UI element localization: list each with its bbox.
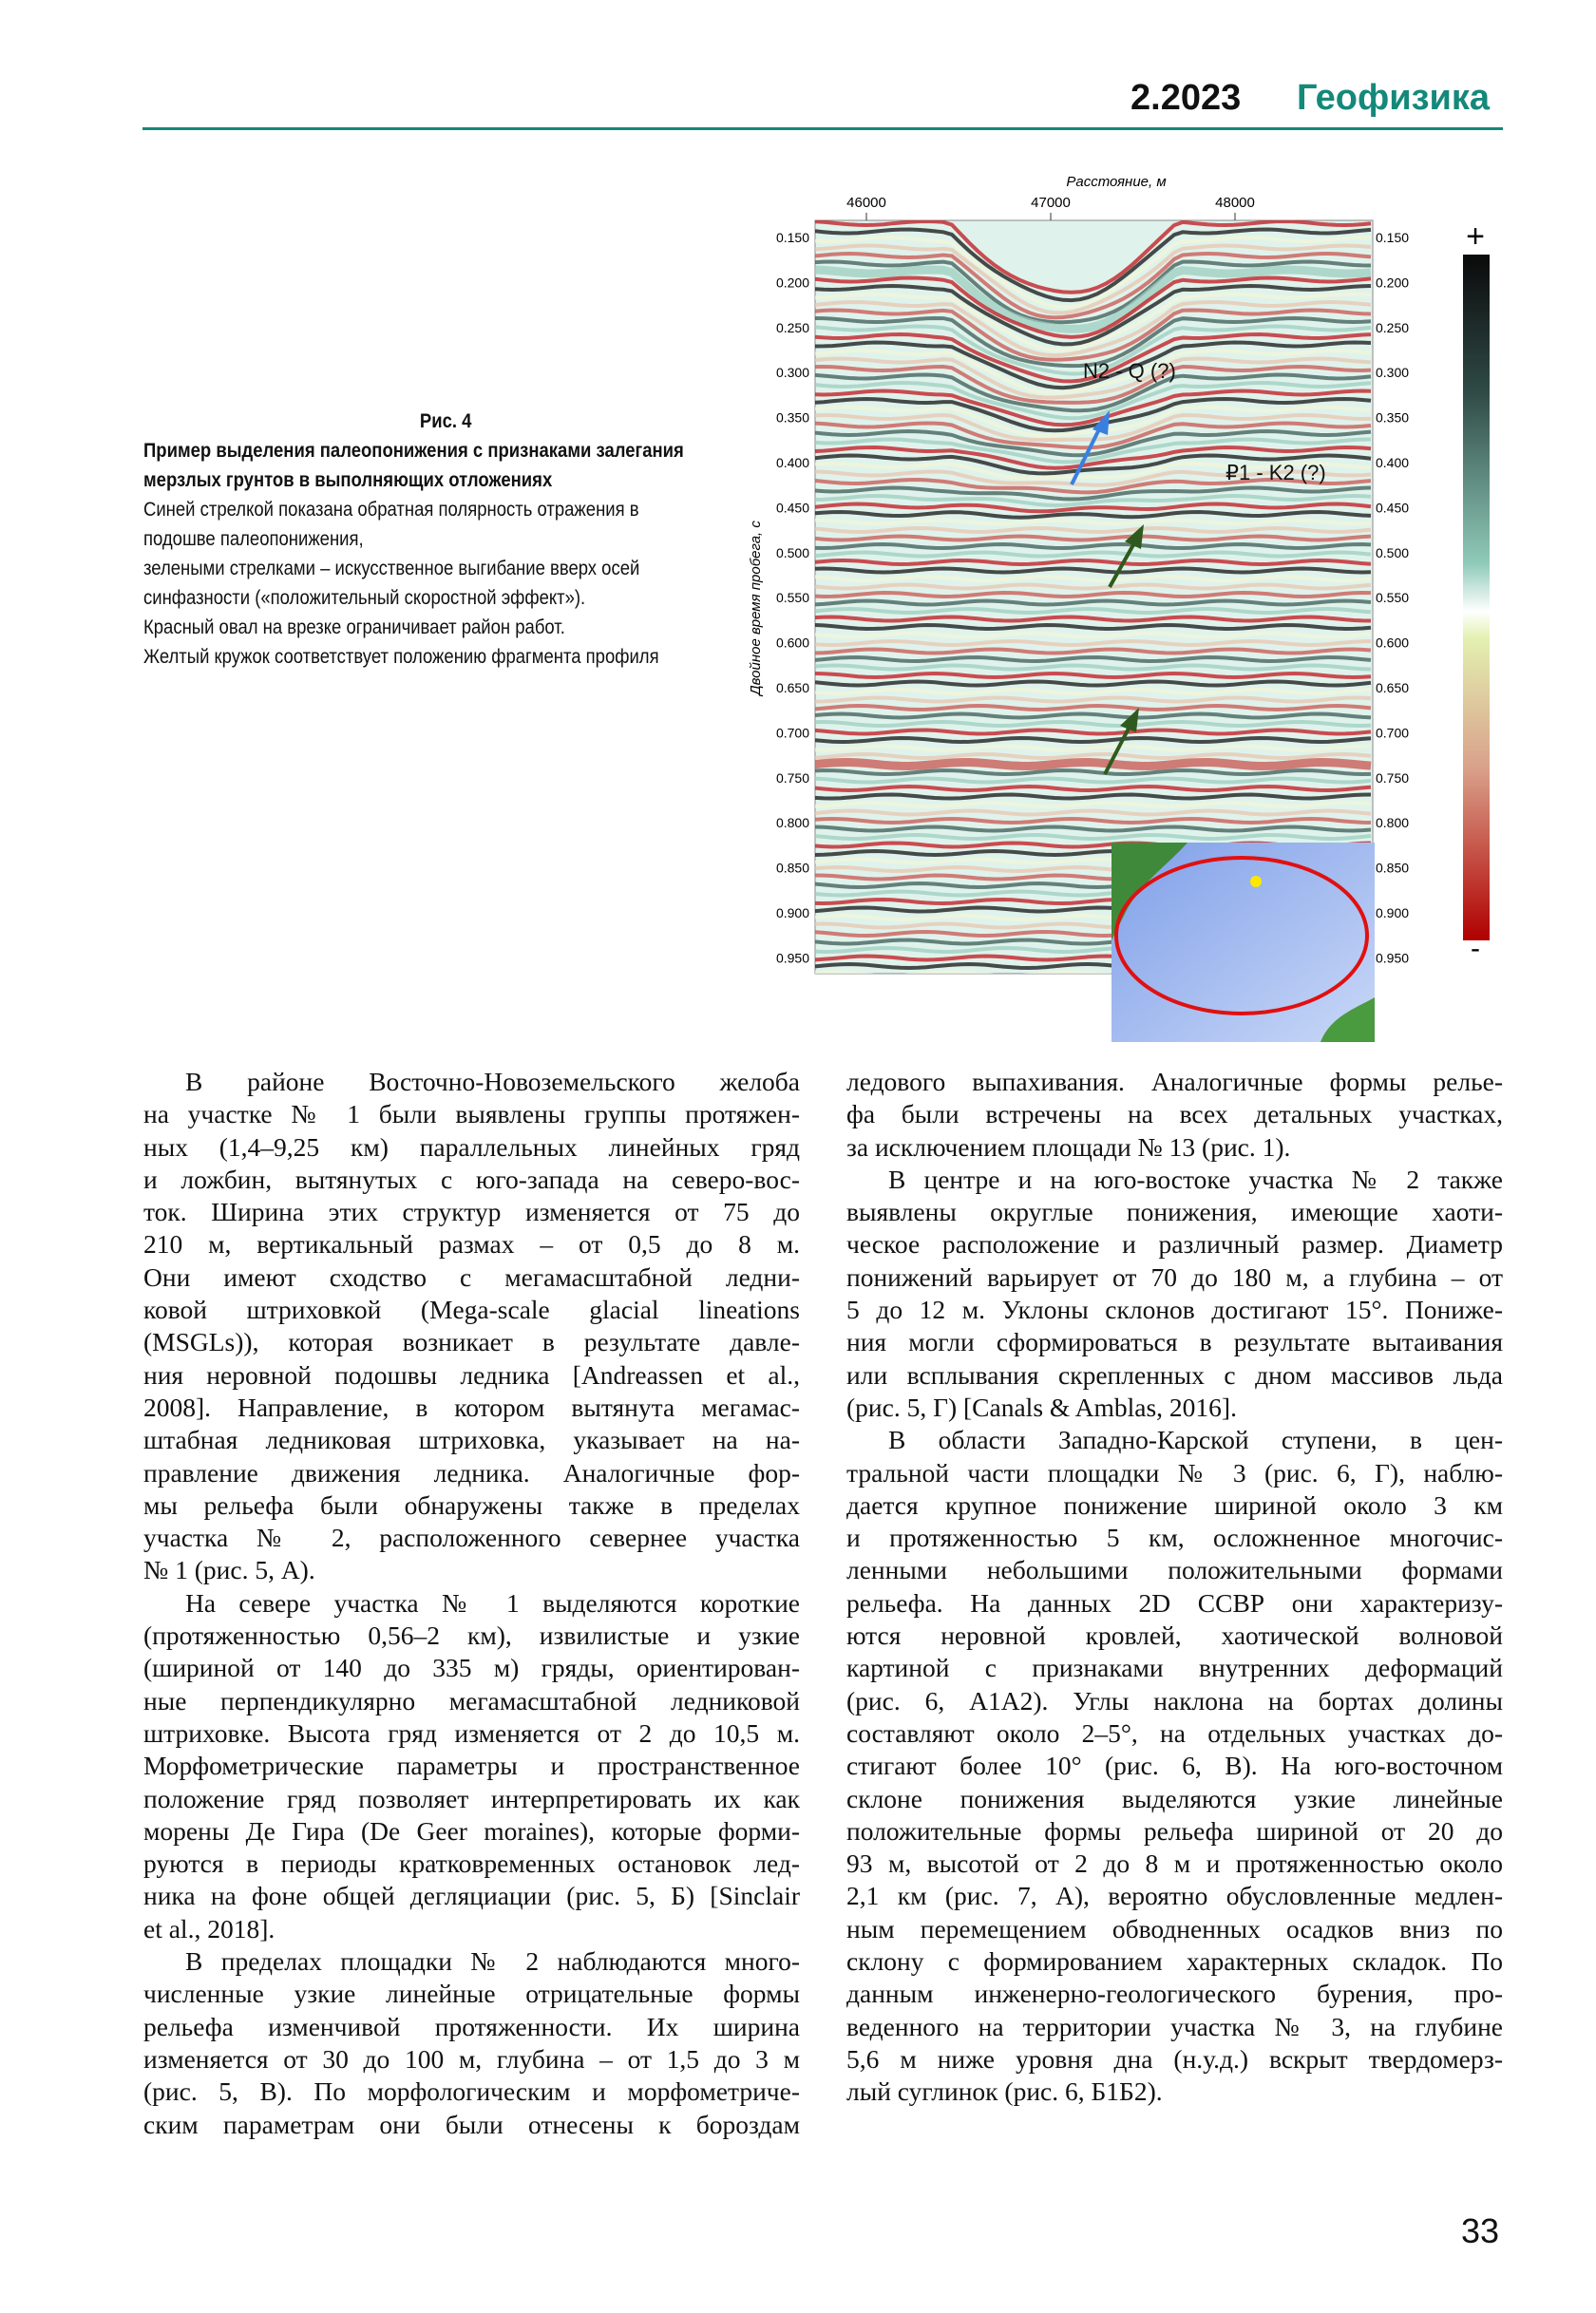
y-tick-label: 0.950 [775,950,809,966]
reflection-band [815,763,1371,767]
page-number: 33 [1461,2211,1500,2250]
text-line: положение гряд позволяет интерпретировать их как [143,1783,800,1813]
text-line: ледового выпахивания. Аналогичные формы релье- [846,1067,1503,1096]
text-line: тральной части площадки № 3 (рис. 6, Г), наблю- [846,1457,1503,1488]
y-tick-label: 0.500 [1376,544,1410,560]
x-axis-label: Расстояние, м [1066,174,1167,190]
text-line: выявлены округлые понижения, имеющие хаоти- [846,1197,1503,1227]
text-line: 5,6 м ниже уровня дна (н.у.д.) вскрыт твердомерз- [846,2043,1503,2074]
text-line: веденного на территории участка № 3, на глубине [846,2011,1503,2041]
y-tick-label: 0.850 [1376,860,1410,876]
x-tick-label: 46000 [846,195,886,211]
y-tick-label: 0.650 [775,680,809,695]
text-line: ческое расположение и различный размер. Диаметр [846,1229,1503,1260]
text-line: (рис. 6, А1А2). Углы наклона на бортах долины [846,1685,1503,1716]
text-line: ника на фоне общей дегляциации (рис. 5, Б) [Sinclair [143,1881,800,1911]
text-line: В пределах площадки № 2 наблюдаются много- [185,1946,800,1977]
y-tick-label: 0.350 [1376,409,1410,426]
text-line: положительные формы рельефа шириной от 20 до [846,1815,1503,1846]
y-axis-right [1376,230,1409,965]
text-line: картиной с признаками внутренних деформаций [846,1653,1503,1683]
text-line: за исключением площади № 13 (рис. 1). [846,1131,1291,1162]
y-tick-label: 0.400 [1376,455,1410,470]
text-line: (рис. 5, В). По морфологическим и морфометриче- [143,2076,800,2107]
text-line: штриховке. Высота гряд изменяется от 2 до 10,5 м. [143,1717,800,1748]
text-line: стигают более 10° (рис. 6, В). На юго-восточном [846,1751,1503,1781]
figure-title: Пример выделения палеопонижения с признаками залегания мерзлых грунтов в выполняющих отложениях [143,439,684,491]
text-line: понижений варьирует от 70 до 180 м, а глубина – от [846,1261,1503,1292]
y-tick-label: 0.800 [1376,815,1410,831]
text-line: 93 м, высотой от 2 до 8 м и протяженностью около [846,1849,1503,1879]
colorbar-minus: - [1471,933,1480,964]
y-tick-label: 0.800 [775,815,809,831]
y-tick-label: 0.450 [1376,500,1410,516]
text-line: и протяженностью 5 км, осложненное многочис- [846,1523,1503,1553]
y-tick-label: 0.550 [1376,590,1410,606]
text-line: ния неровной подошвы ледника [Andreassen et al., [143,1359,800,1390]
y-tick-label: 0.200 [1376,275,1410,291]
y-tick-label: 0.700 [1376,725,1410,741]
text-line: (шириной от 140 до 335 м) гряды, ориентирован- [143,1653,800,1683]
y-tick-label: 0.650 [1376,680,1410,695]
y-tick-label: 0.150 [1376,230,1410,245]
text-line: морены Де Гира (De Geer moraines), которые форми- [143,1815,800,1846]
text-line: данным инженерно-геологического бурения, про- [846,1979,1503,2009]
text-line: № 1 (рис. 5, А). [143,1555,315,1585]
text-line: рельефа. На данных 2D ССВР они характеризу- [846,1587,1503,1618]
text-line: составляют около 2–5°, на отдельных участках до- [846,1717,1503,1748]
caption-line: Желтый кружок соответствует положению фрагмента профиля [143,645,659,668]
x-axis [846,195,1255,220]
text-line: руются в периоды кратковременных остановок лед- [143,1849,800,1879]
y-tick-label: 0.600 [775,635,809,651]
journal-title: Геофизика [1297,78,1490,118]
text-line: 5 до 12 м. Уклоны склонов достигают 15°. Пониже- [846,1295,1503,1325]
text-line: 210 м, вертикальный размах – от 0,5 до 8 м. [143,1229,800,1260]
y-tick-label: 0.900 [1376,905,1410,920]
text-line: правление движения ледника. Аналогичные фор- [143,1457,800,1488]
y-tick-label: 0.600 [1376,635,1410,651]
caption-line: Синей стрелкой показана обратная полярность отражения в подошве палеопонижения, [143,498,639,550]
y-tick-label: 0.250 [1376,319,1410,335]
y-tick-label: 0.250 [775,319,809,335]
text-line: склону с формированием характерных складок. По [846,1946,1503,1977]
text-line: ные перпендикулярно мегамасштабной ледниковой [143,1685,800,1716]
caption-line: зелеными стрелками – искусственное выгибание вверх осей синфазности («положительный скоростной эффект»). [143,557,640,609]
profile-location-dot [1250,876,1262,887]
y-tick-label: 0.950 [1376,950,1410,966]
journal-issue: 2.2023 [1130,78,1242,118]
y-tick-label: 0.150 [775,230,809,245]
body-column-left [143,1066,800,2141]
amplitude-colorbar [1463,255,1490,940]
text-line: изменяется от 30 до 100 м, глубина – от 1,5 до 3 м [143,2043,800,2074]
text-line: мы рельефа были обнаружены также в пределах [143,1489,800,1520]
x-tick-label: 48000 [1215,195,1255,211]
figure-number: Рис. 4 [419,409,472,432]
y-tick-label: 0.450 [775,500,809,516]
text-line: В центре и на юго-востоке участка № 2 также [888,1164,1503,1194]
text-line: ток. Ширина этих структур изменяется от 75 до [143,1197,800,1227]
y-tick-label: 0.300 [775,365,809,381]
annotation-n2-q: N2 - Q (?) [1083,359,1176,383]
text-line: 2,1 км (рис. 7, А), вероятно обусловленные медлен- [846,1881,1503,1911]
text-line: или всплывания скрепленных с дном массивов льда [846,1359,1503,1390]
text-line: ским параметрам они были отнесены к бороздам [143,2109,800,2139]
y-tick-label: 0.350 [775,409,809,426]
annotation-p1-k2: ₽1 - K2 (?) [1226,461,1326,484]
text-line: 2008]. Направление, в котором вытянута мегамас- [143,1392,800,1422]
text-line: рельефа изменчивой протяженности. Их ширина [143,2011,800,2041]
location-inset-map [1112,843,1375,1042]
text-line: на участке № 1 были выявлены группы протяжен- [143,1099,800,1129]
text-line: ются неровной кровлей, хаотической волновой [846,1621,1503,1651]
text-line: ленными небольшими положительными формами [846,1555,1503,1585]
text-line: ным перемещением обводненных осадков вниз по [846,1913,1503,1943]
text-line: штабная ледниковая штриховка, указывает на на- [143,1425,800,1455]
text-line: В области Западно-Карской ступени, в цен- [888,1425,1503,1455]
body-column-right [846,1066,1503,2109]
colorbar-plus: + [1466,218,1485,255]
y-tick-label: 0.900 [775,905,809,920]
y-axis-label: Двойное время пробега, с [748,521,764,695]
text-line: лый суглинок (рис. 6, Б1Б2). [846,2076,1163,2107]
text-line: и ложбин, вытянутых с юго-запада на северо-вос- [143,1164,800,1194]
x-tick-label: 47000 [1031,195,1071,211]
text-line: et al., 2018]. [143,1913,276,1943]
y-tick-label: 0.500 [775,544,809,560]
y-tick-label: 0.700 [775,725,809,741]
text-line: ковой штриховкой (Mega-scale glacial lineations [143,1295,800,1325]
y-tick-label: 0.550 [775,590,809,606]
y-tick-label: 0.750 [775,769,809,786]
text-line: численные узкие линейные отрицательные формы [143,1979,800,2009]
y-axis-left [776,230,809,965]
seismic-figure [0,0,1596,1054]
text-line: Они имеют сходство с мегамасштабной ледни- [143,1261,800,1292]
text-line: ных (1,4–9,25 км) параллельных линейных гряд [143,1131,800,1162]
text-line: Морфометрические параметры и пространственное [143,1751,800,1781]
y-tick-label: 0.850 [775,860,809,876]
text-line: фа были встречены на всех детальных участках, [846,1099,1503,1129]
caption-line: Красный овал на врезке ограничивает район работ. [143,616,565,638]
y-tick-label: 0.200 [775,275,809,291]
text-line: На севере участка № 1 выделяются короткие [185,1587,800,1618]
text-line: ния могли сформироваться в результате вытаивания [846,1327,1503,1357]
text-line: (протяженностью 0,56–2 км), извилистые и узкие [143,1621,800,1651]
text-line: участка № 2, расположенного севернее участка [143,1523,800,1553]
text-line: дается крупное понижение шириной около 3 км [846,1489,1503,1520]
text-line: (рис. 5, Г) [Canals & Amblas, 2016]. [846,1392,1237,1422]
y-tick-label: 0.400 [775,455,809,470]
text-line: В районе Восточно-Новоземельского желоба [185,1067,800,1096]
y-tick-label: 0.750 [1376,769,1410,786]
text-line: склоне понижения выделяются узкие линейные [846,1783,1503,1813]
text-line: (MSGLs)), которая возникает в результате давле- [143,1327,800,1357]
y-tick-label: 0.300 [1376,365,1410,381]
